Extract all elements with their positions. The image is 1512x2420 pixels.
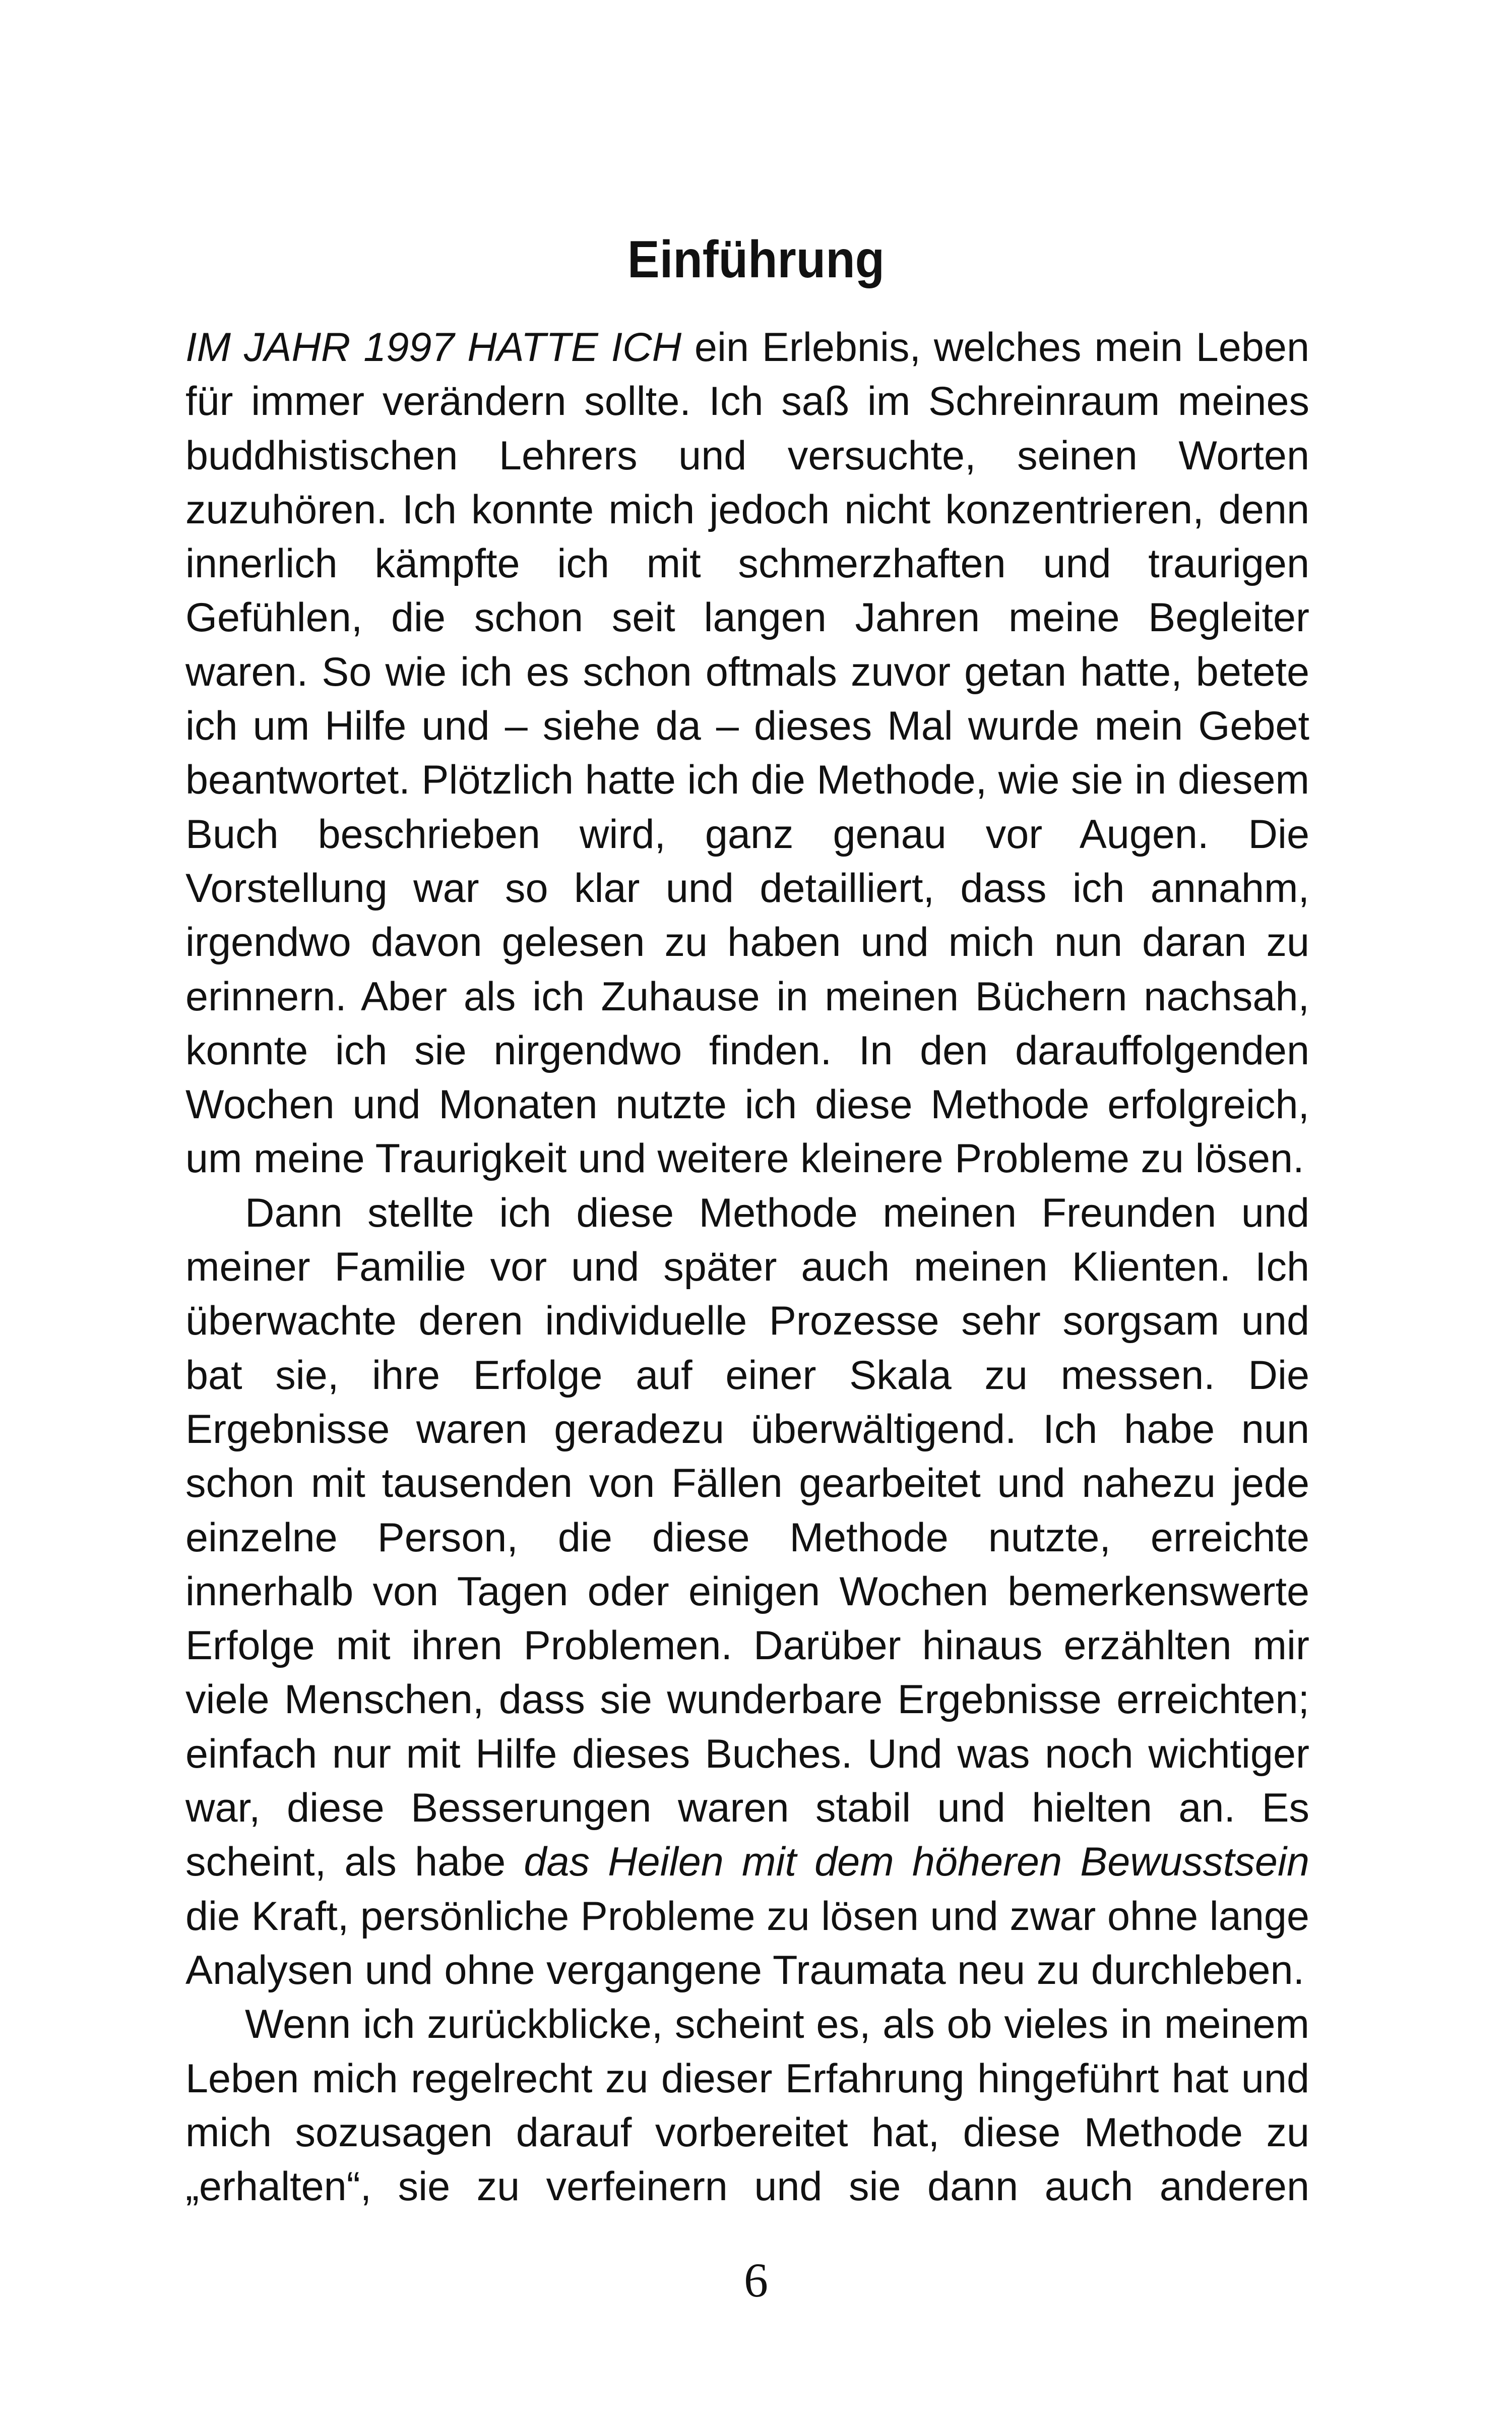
page-number: 6 [744,2253,768,2307]
paragraph-2 [185,1186,1309,1998]
paragraph-2-italic-phrase: das Heilen mit dem höheren Bewusstsein [524,1839,1309,1885]
paragraph-2-text-after: die Kraft, persönliche Probleme zu lösen und zwar ohne lange Analysen und ohne vergangene Traumata neu zu durchleben. [185,1893,1309,1993]
paragraph-1-lead-italic: IM JAHR 1997 HATTE ICH [185,325,682,370]
paragraph-3 [185,1998,1309,2214]
paragraph-2-text-before: Dann stellte ich diese Methode meinen Freunden und meiner Familie vor und später auch meinen Klienten. Ich überwachte deren individuelle Prozesse sehr sorgsam und bat sie, ihre Erfolge auf einer Skala zu messen. Die Ergebnisse waren geradezu überwältigend. Ich habe nun schon mit tausenden von Fällen gearbeitet und nahezu jede einzelne Person, die diese Methode nutzte, erreichte innerhalb von Tagen oder einigen Wochen bemerkenswerte Erfolge mit ihren Problemen. Darüber hinaus erzählten mir viele Menschen, dass sie wunderbare Ergebnisse erreichten; einfach nur mit Hilfe dieses Buches. Und was noch wichtiger war, diese Besserungen waren stabil und hielten an. Es scheint, als habe [185,1190,1309,1885]
chapter-title: Einführung [627,230,885,289]
paragraph-3-text: Wenn ich zurückblicke, scheint es, als ob vieles in meinem Leben mich regelrecht zu dieser Erfahrung hingeführt hat und mich sozusagen darauf vorbereitet hat, diese Methode zu „erhalten“, sie zu verfeinern und sie dann auch anderen [185,2002,1309,2210]
paragraph-1-text: ein Erlebnis, welches mein Leben für immer verändern sollte. Ich saß im Schreinraum meines buddhistischen Lehrers und versuchte, seinen Worten zuzuhören. Ich konnte mich jedoch nicht konzentrieren, denn innerlich kämpfte ich mit schmerzhaften und traurigen Gefühlen, die schon seit langen Jahren meine Begleiter waren. So wie ich es schon oftmals zuvor getan hatte, betete ich um Hilfe und – siehe da – dieses Mal wurde mein Gebet beantwortet. Plötzlich hatte ich die Methode, wie sie in diesem Buch beschrieben wird, ganz genau vor Augen. Die Vorstellung war so klar und detailliert, dass ich annahm, irgendwo davon gelesen zu haben und mich nun daran zu erinnern. Aber als ich Zuhause in meinen Büchern nachsah, konnte ich sie nirgendwo finden. In den darauffolgenden Wochen und Monaten nutzte ich diese Methode erfolgreich, um meine Traurigkeit und weitere kleinere Probleme zu lösen. [185,325,1309,1182]
body-text [185,321,1309,2214]
paragraph-1 [185,321,1309,1186]
